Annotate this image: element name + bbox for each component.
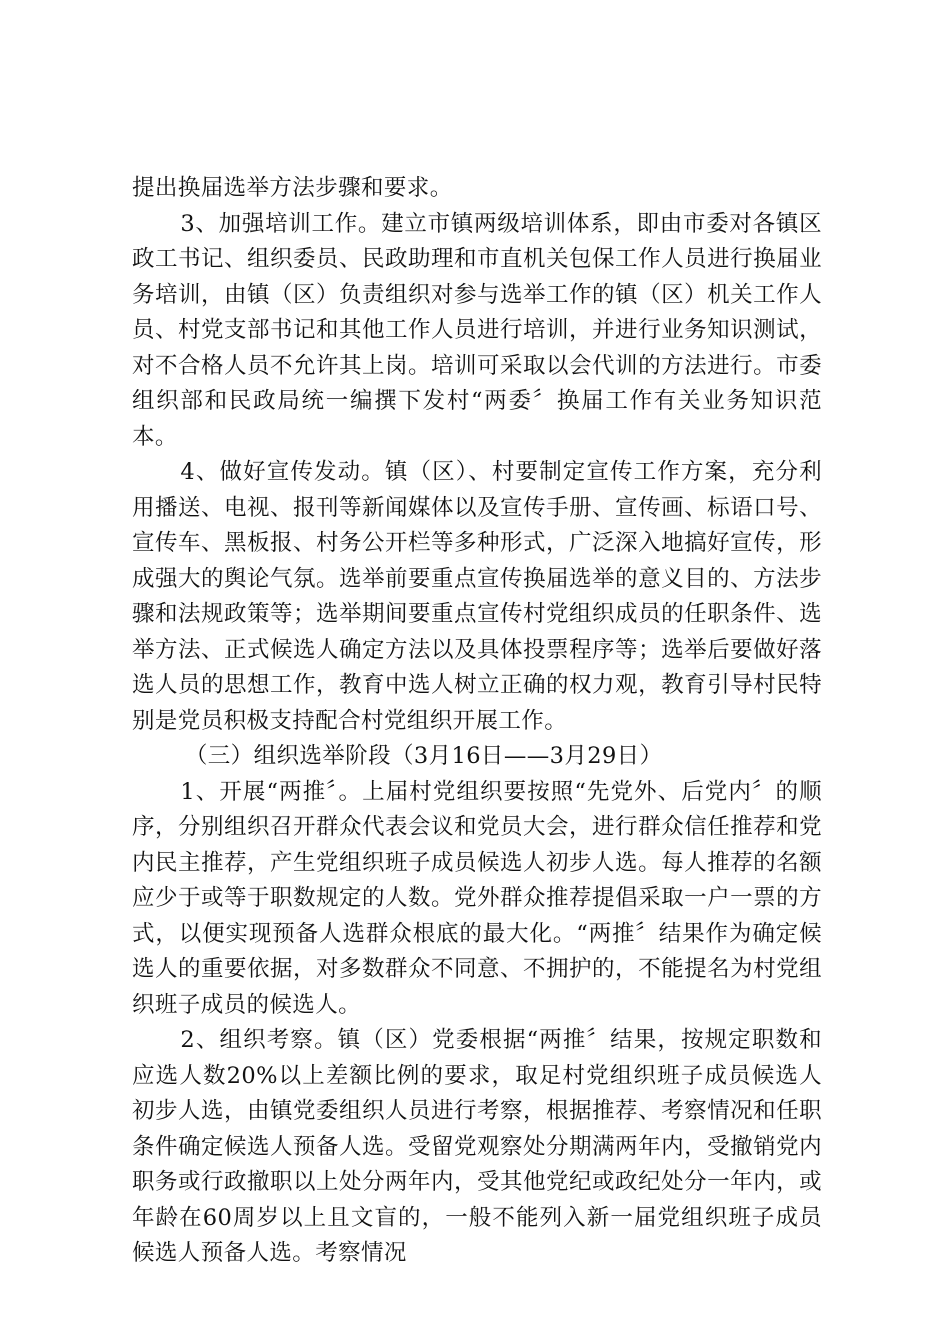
paragraph-training: 3、加强培训工作。建立市镇两级培训体系，即由市委对各镇区政工书记、组织委员、民政助理和市直机关包保工作人员进行换届业务培训，由镇（区）负责组织对参与选举工作的镇（区）机关工作人员、村党支部书记和其他工作人员进行培训，并进行业务知识测试，对不合格人员不允许其上岗。培训可采取以会代训的方法进行。市委组织部和民政局统一编撰下发村“两委〞换届工作有关业务知识范本。 xyxy=(132,210,822,450)
section-heading-election-stage: （三）组织选举阶段（3月16日——3月29日） xyxy=(184,743,663,769)
document-body xyxy=(132,171,822,1272)
paragraph-continuation: 提出换届选举方法步骤和要求。 xyxy=(132,175,453,201)
paragraph-two-recommendations: 1、开展“两推〞。上届村党组织要按照“先党外、后党内〞的顺序，分别组织召开群众代表会议和党员大会，进行群众信任推荐和党内民主推荐，产生党组织班子成员候选人初步人选。每人推荐的名额应少于或等于职数规定的人数。党外群众推荐提倡采取一户一票的方式，以便实现预备人选群众根底的最大化。“两推〞结果作为确定候选人的重要依据，对多数群众不同意、不拥护的，不能提名为村党组织班子成员的候选人。 xyxy=(132,778,822,1018)
paragraph-publicity: 4、做好宣传发动。镇（区）、村要制定宣传工作方案，充分利用播送、电视、报刊等新闻媒体以及宣传手册、宣传画、标语口号、宣传车、黑板报、村务公开栏等多种形式，广泛深入地搞好宣传，形成强大的舆论气氛。选举前要重点宣传换届选举的意义目的、方法步骤和法规政策等；选举期间要重点宣传村党组织成员的任职条件、选举方法、正式候选人确定方法以及具体投票程序等；选举后要做好落选人员的思想工作，教育中选人树立正确的权力观，教育引导村民特别是党员积极支持配合村党组织开展工作。 xyxy=(132,459,822,734)
paragraph-inspection: 2、组织考察。镇（区）党委根据“两推〞结果，按规定职数和应选人数20%以上差额比例的要求，取足村党组织班子成员候选人初步人选，由镇党委组织人员进行考察，根据推荐、考察情况和任职条件确定候选人预备人选。受留党观察处分期满两年内，受撤销党内职务或行政撤职以上处分两年内，受其他党纪或政纪处分一年内，或年龄在60周岁以上且文盲的，一般不能列入新一届党组织班子成员候选人预备人选。考察情况 xyxy=(132,1027,822,1266)
